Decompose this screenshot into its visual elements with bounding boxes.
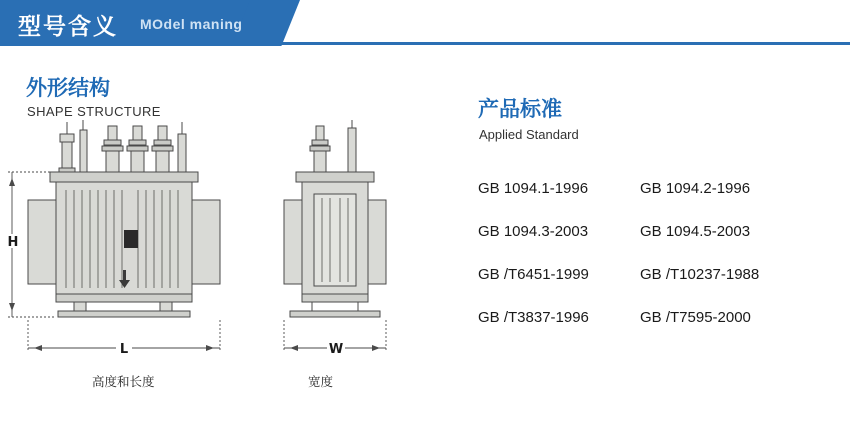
- standards-table: [478, 180, 818, 352]
- table-row: [478, 266, 818, 309]
- page-header-banner: [0, 0, 850, 46]
- standard-code: GB /T10237-1988: [640, 266, 760, 283]
- standard-code: GB /T7595-2000: [640, 309, 751, 326]
- standard-code: GB /T6451-1999: [478, 266, 589, 283]
- applied-standard-title-en: Applied Standard: [479, 127, 579, 142]
- shape-structure-title-cn: 外形结构: [26, 76, 110, 100]
- dimension-label-l: L: [119, 342, 129, 357]
- dimension-label-w: W: [328, 342, 344, 357]
- banner-underline: [0, 42, 850, 45]
- drawing-caption-left: 高度和长度: [92, 374, 155, 389]
- standard-code: GB 1094.2-1996: [640, 180, 751, 197]
- drawing-caption-right: 宽度: [308, 374, 334, 389]
- banner-title-en: MOdel maning: [140, 16, 243, 32]
- standard-code: GB 1094.1-1996: [478, 180, 589, 197]
- applied-standard-title-cn: 产品标准: [478, 97, 562, 121]
- side-view: [284, 120, 386, 352]
- transformer-drawing: [0, 120, 460, 400]
- table-row: [478, 223, 818, 266]
- table-row: [478, 180, 818, 223]
- standard-code: GB /T3837-1996: [478, 309, 589, 326]
- hv-bushings-left-view: [59, 120, 186, 173]
- standard-code: GB 1094.3-2003: [478, 223, 589, 240]
- table-row: [478, 309, 818, 352]
- dimension-label-h: H: [7, 235, 19, 250]
- shape-structure-title-en: SHAPE STRUCTURE: [27, 104, 161, 119]
- standard-code: GB 1094.5-2003: [640, 223, 751, 240]
- banner-title-cn: 型号含义: [18, 14, 118, 40]
- transformer-drawing-svg: [0, 120, 460, 400]
